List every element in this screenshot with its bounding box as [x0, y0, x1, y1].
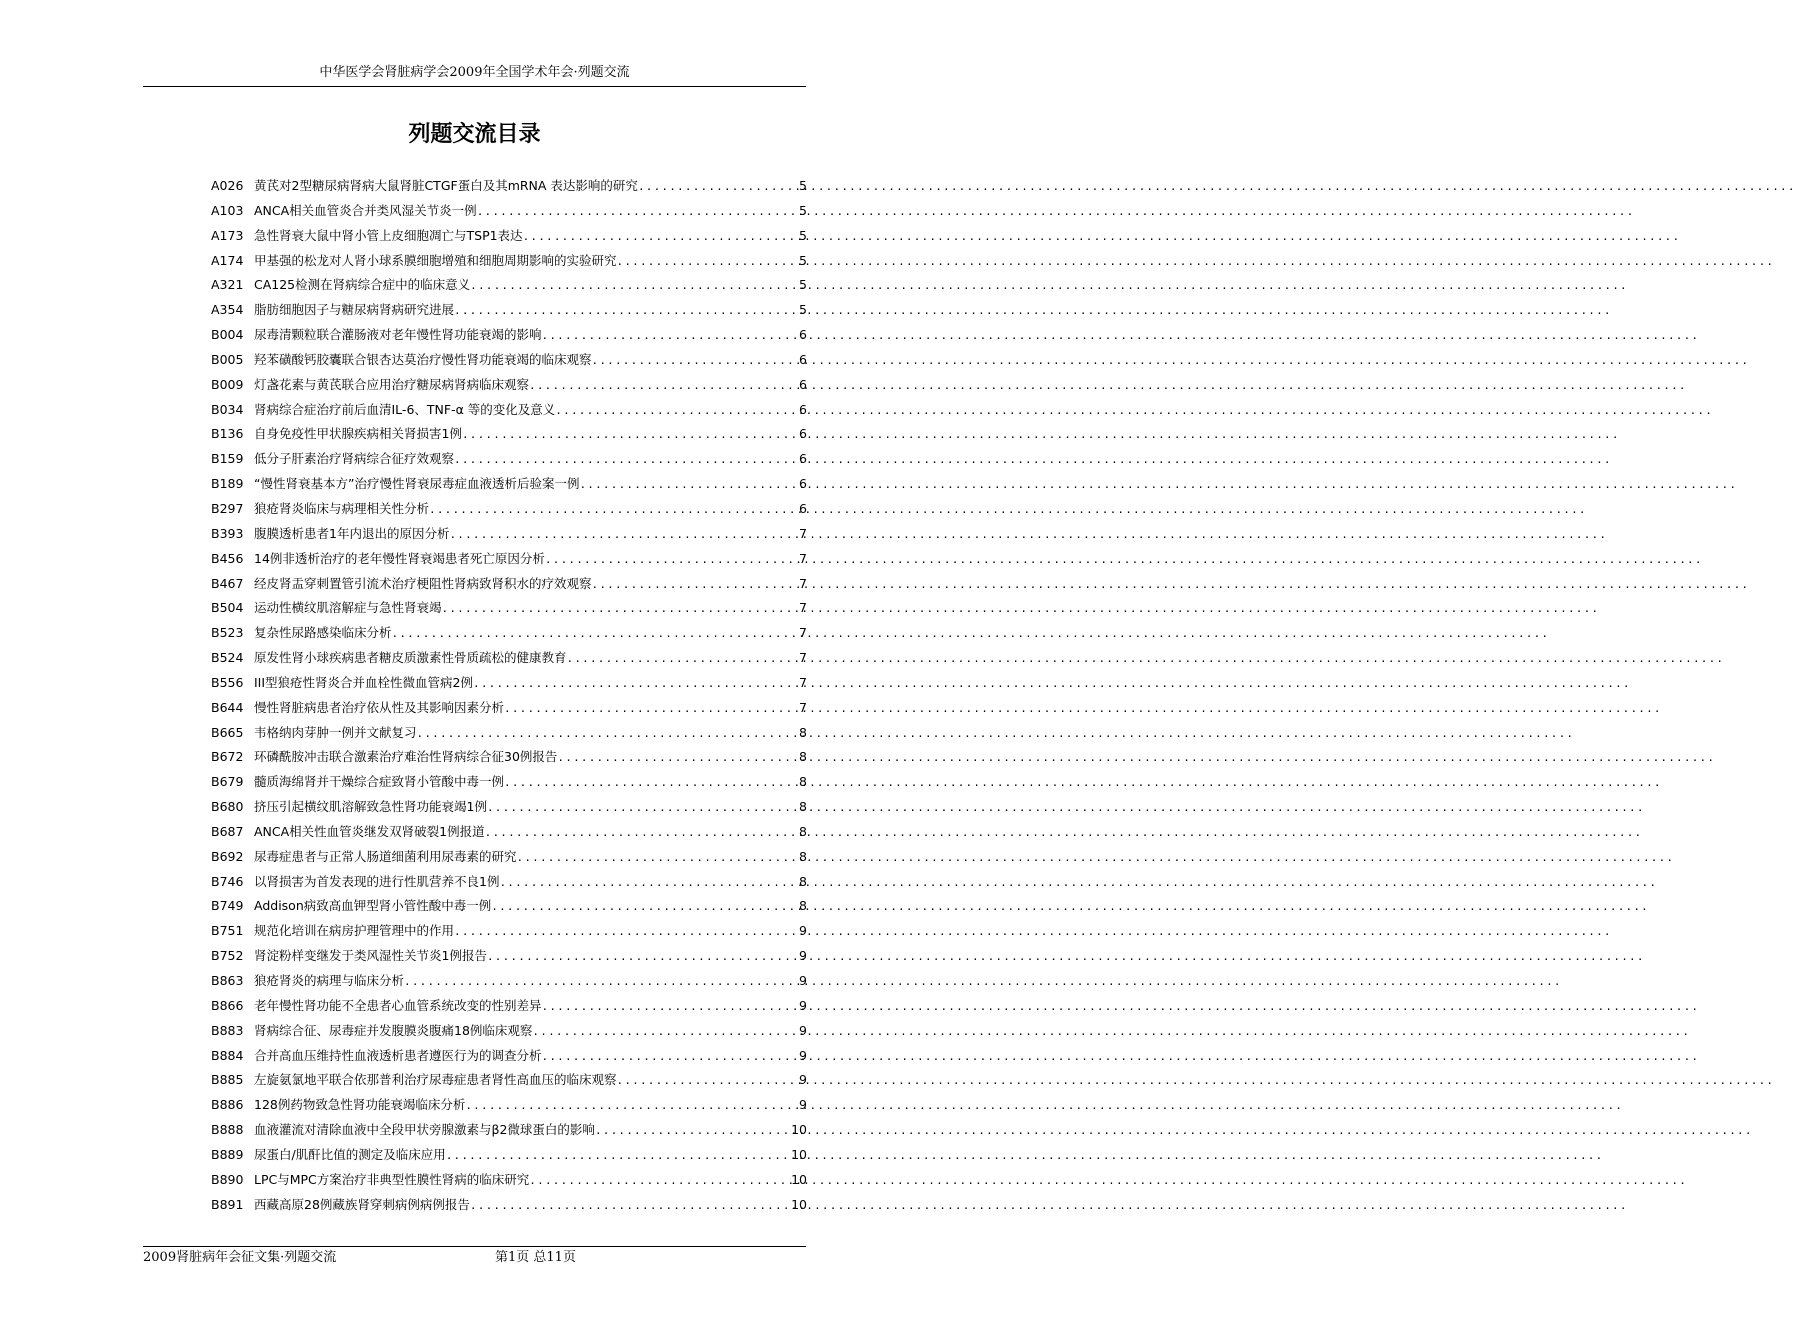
- toc-entry-code: A026: [211, 178, 244, 193]
- toc-entry[interactable]: [211, 845, 807, 870]
- toc-entry-page: 9: [799, 1097, 807, 1113]
- toc-dot-leader: [592, 349, 799, 374]
- toc-entry-page: 5: [799, 227, 807, 243]
- toc-dot-leader: [462, 423, 798, 448]
- toc-dot-leader: [470, 1194, 790, 1219]
- toc-entry[interactable]: [211, 447, 807, 472]
- toc-entry-page: 8: [799, 898, 807, 914]
- toc-entry[interactable]: [211, 1068, 807, 1093]
- toc-dot-leader: [529, 374, 798, 399]
- toc-entry-title[interactable]: 合并高血压维持性血液透析患者遵医行为的调查分析: [254, 1047, 542, 1063]
- toc-entry-page: 7: [799, 525, 807, 541]
- toc-dot-leader: [617, 250, 799, 275]
- toc-entry-page: 8: [799, 799, 807, 815]
- toc-dot-leader: [470, 274, 798, 299]
- toc-entry-page: 5: [799, 202, 807, 218]
- toc-entry-page: 6: [799, 426, 807, 442]
- toc-entry-page: 6: [799, 327, 807, 343]
- toc-entry-page: 6: [799, 401, 807, 417]
- toc-dot-leader: [454, 448, 798, 473]
- toc-entry-page: 8: [799, 749, 807, 765]
- toc-entry-code: A173: [211, 227, 244, 243]
- toc-dot-leader: [592, 573, 799, 598]
- toc-entry[interactable]: [211, 745, 807, 770]
- toc-entry[interactable]: [211, 1093, 807, 1118]
- toc-entry-page: 10: [791, 1196, 807, 1212]
- toc-dot-leader: [529, 1169, 790, 1194]
- toc-entry-code: B883: [211, 1022, 244, 1038]
- toc-entry-title[interactable]: ANCA相关性血管炎继发双肾破裂1例报道: [254, 823, 485, 839]
- toc-entry[interactable]: [211, 721, 807, 746]
- toc-dot-leader: [504, 771, 798, 796]
- toc-dot-leader: [595, 1119, 790, 1144]
- toc-dot-leader: [542, 995, 799, 1020]
- toc-entry[interactable]: [211, 1193, 807, 1218]
- toc-entry[interactable]: [211, 621, 807, 646]
- toc-entry-code: B005: [211, 351, 244, 367]
- toc-entry-title[interactable]: 14例非透析治疗的老年慢性肾衰竭患者死亡原因分析: [254, 550, 545, 566]
- toc-entry-title[interactable]: 运动性横纹肌溶解症与急性肾衰竭: [254, 600, 442, 616]
- toc-dot-leader: [487, 796, 798, 821]
- toc-dot-leader: [557, 746, 798, 771]
- toc-entry-title[interactable]: 甲基强的松龙对人肾小球系膜细胞增殖和细胞周期影响的实验研究: [254, 252, 617, 268]
- toc-entry-page: 7: [799, 674, 807, 690]
- toc-entry-title[interactable]: CA125检测在肾病综合症中的临床意义: [254, 277, 471, 293]
- toc-dot-leader: [487, 945, 798, 970]
- toc-entry[interactable]: [211, 298, 807, 323]
- page-header: 中华医学会肾脏病学会2009年全国学术年会·列题交流: [319, 65, 630, 80]
- toc-entry-title[interactable]: ANCA相关血管炎合并类风湿关节炎一例: [254, 202, 477, 218]
- toc-dot-leader: [454, 299, 798, 324]
- toc-entry[interactable]: [211, 398, 807, 423]
- toc-dot-leader: [499, 871, 798, 896]
- toc-entry[interactable]: [211, 1118, 807, 1143]
- toc-entry-title[interactable]: 灯盏花素与黄芪联合应用治疗糖尿病肾病临床观察: [254, 376, 530, 392]
- toc-entry-code: B680: [211, 799, 244, 815]
- toc-entry-code: B523: [211, 625, 244, 641]
- toc-entry-code: B504: [211, 600, 244, 616]
- toc-entry-code: B524: [211, 650, 244, 666]
- toc-entry[interactable]: [211, 646, 807, 671]
- toc-entry-page: 8: [799, 873, 807, 889]
- toc-entry-title[interactable]: 羟苯磺酸钙胶囊联合银杏达莫治疗慢性肾功能衰竭的临床观察: [254, 351, 592, 367]
- toc-entry-page: 6: [799, 376, 807, 392]
- footer-left: 2009肾脏病年会征文集·列题交流: [143, 1250, 337, 1265]
- toc-entry-code: A321: [211, 277, 244, 293]
- toc-entry-code: B393: [211, 525, 244, 541]
- toc-entry[interactable]: [211, 323, 807, 348]
- toc-entry[interactable]: [211, 1168, 807, 1193]
- toc-entry-title[interactable]: 慢性肾脏病患者治疗依从性及其影响因素分析: [254, 699, 505, 715]
- toc-entry-code: B886: [211, 1097, 244, 1113]
- toc-entry-title[interactable]: 西藏高原28例藏族肾穿刺病例病例报告: [254, 1196, 470, 1212]
- toc-entry-title[interactable]: 狼疮肾炎的病理与临床分析: [254, 973, 405, 988]
- toc-entry-title[interactable]: 脂肪细胞因子与糖尿病肾病研究进展: [254, 302, 455, 318]
- toc-entry-code: B891: [211, 1196, 244, 1212]
- toc-entry-page: 6: [799, 451, 807, 467]
- toc-entry-title[interactable]: 髓质海绵肾并干燥综合症致肾小管酸中毒一例: [254, 774, 505, 790]
- toc-entry-code: B692: [211, 848, 244, 864]
- toc-entry-code: B467: [211, 575, 244, 591]
- toc-dot-leader: [485, 821, 798, 846]
- toc-dot-leader: [429, 498, 798, 523]
- toc-entry-code: B034: [211, 401, 244, 417]
- toc-entry-title[interactable]: 尿毒清颗粒联合灌肠液对老年慢性肾功能衰竭的影响: [254, 327, 542, 343]
- toc-entry-title[interactable]: 尿蛋白/肌酐比值的测定及临床应用: [254, 1146, 446, 1162]
- toc-entry-page: 5: [799, 277, 807, 293]
- toc-entry-title[interactable]: 低分子肝素治疗肾病综合征疗效观察: [254, 451, 455, 467]
- toc-entry[interactable]: [211, 572, 807, 597]
- toc-entry-page: 7: [799, 699, 807, 715]
- toc-dot-leader: [504, 697, 798, 722]
- toc-entry-title[interactable]: 尿毒症患者与正常人肠道细菌利用尿毒素的研究: [254, 848, 517, 864]
- toc-dot-leader: [567, 647, 799, 672]
- toc-dot-leader: [617, 1069, 799, 1094]
- toc-dot-leader: [392, 622, 799, 647]
- toc-entry-page: 6: [799, 476, 807, 492]
- toc-dot-leader: [517, 846, 799, 871]
- toc-entry-code: B888: [211, 1122, 244, 1138]
- toc-entry-title[interactable]: 腹膜透析患者1年内退出的原因分析: [254, 525, 450, 541]
- toc-entry[interactable]: [211, 174, 807, 199]
- toc-entry-title[interactable]: 急性肾衰大鼠中肾小管上皮细胞凋亡与TSP1表达: [254, 227, 523, 243]
- toc-entry[interactable]: [211, 224, 807, 249]
- toc-list: [211, 174, 807, 1217]
- toc-entry-title[interactable]: 血液灌流对清除血液中全段甲状旁腺激素与β2微球蛋白的影响: [254, 1122, 595, 1138]
- toc-dot-leader: [532, 1020, 798, 1045]
- toc-entry[interactable]: [211, 894, 807, 919]
- toc-entry-title[interactable]: 黄芪对2型糖尿病肾病大鼠肾脏CTGF蛋白及其mRNA 表达影响的研究: [254, 178, 638, 193]
- toc-entry-page: 10: [791, 1146, 807, 1162]
- toc-entry-code: A174: [211, 252, 244, 268]
- toc-dot-leader: [404, 970, 798, 995]
- toc-entry-page: 6: [799, 351, 807, 367]
- toc-dot-leader: [465, 1094, 798, 1119]
- toc-entry[interactable]: [211, 522, 807, 547]
- toc-entry[interactable]: [211, 919, 807, 944]
- toc-entry-code: B004: [211, 327, 244, 343]
- toc-dot-leader: [449, 523, 798, 548]
- toc-entry-title[interactable]: “慢性肾衰基本方”治疗慢性肾衰尿毒症血液透析后验案一例: [254, 476, 580, 492]
- toc-entry-title[interactable]: 环磷酰胺冲击联合激素治疗难治性肾病综合征30例报告: [254, 749, 558, 765]
- toc-entry-title[interactable]: 老年慢性肾功能不全患者心血管系统改变的性别差异: [254, 997, 542, 1013]
- toc-entry-title[interactable]: 以肾损害为首发表现的进行性肌营养不良1例: [254, 873, 500, 889]
- toc-entry-page: 10: [791, 1122, 807, 1138]
- toc-entry-page: 9: [799, 1022, 807, 1038]
- toc-entry-code: B009: [211, 376, 244, 392]
- toc-entry-page: 5: [799, 252, 807, 268]
- toc-entry[interactable]: [211, 273, 807, 298]
- toc-entry-code: B665: [211, 724, 244, 740]
- toc-entry-title[interactable]: 肾病综合症治疗前后血清IL-6、TNF-α 等的变化及意义: [254, 401, 556, 417]
- toc-entry-page: 6: [799, 500, 807, 516]
- toc-entry-title[interactable]: 肾病综合征、尿毒症并发腹膜炎腹痛18例临床观察: [254, 1022, 533, 1038]
- toc-entry-code: B889: [211, 1146, 244, 1162]
- toc-entry-page: 5: [799, 178, 807, 193]
- toc-dot-leader: [442, 597, 799, 622]
- toc-dot-leader: [523, 225, 798, 250]
- toc-entry[interactable]: [211, 671, 807, 696]
- toc-entry[interactable]: [211, 596, 807, 621]
- toc-dot-leader: [545, 548, 798, 573]
- toc-entry-page: 9: [799, 923, 807, 939]
- toc-entry-page: 7: [799, 600, 807, 616]
- toc-entry-code: B644: [211, 699, 244, 715]
- toc-entry[interactable]: [211, 373, 807, 398]
- toc-entry-code: B297: [211, 500, 244, 516]
- toc-entry[interactable]: [211, 472, 807, 497]
- toc-entry[interactable]: [211, 497, 807, 522]
- toc-entry-code: B159: [211, 451, 244, 467]
- toc-dot-leader: [542, 324, 799, 349]
- toc-entry-code: A103: [211, 202, 244, 218]
- toc-entry[interactable]: [211, 870, 807, 895]
- page-title: 列题交流目录: [408, 122, 541, 147]
- toc-entry[interactable]: [211, 820, 807, 845]
- footer-page-number: 第1页 总11页: [495, 1250, 576, 1265]
- toc-entry-code: B746: [211, 873, 244, 889]
- toc-entry[interactable]: [211, 795, 807, 820]
- toc-entry-code: B672: [211, 749, 244, 765]
- toc-entry-page: 9: [799, 973, 807, 988]
- toc-entry-page: 9: [799, 948, 807, 964]
- footer-rule: [143, 1246, 806, 1247]
- toc-entry-page: 9: [799, 997, 807, 1013]
- toc-entry-code: B752: [211, 948, 244, 964]
- toc-entry-code: B679: [211, 774, 244, 790]
- toc-entry-code: B751: [211, 923, 244, 939]
- header-rule: [143, 86, 806, 87]
- toc-entry-page: 7: [799, 650, 807, 666]
- toc-entry-code: B884: [211, 1047, 244, 1063]
- toc-entry-title[interactable]: 挤压引起横纹肌溶解致急性肾功能衰竭1例: [254, 799, 487, 815]
- toc-entry-title[interactable]: 韦格纳肉芽肿一例并文献复习: [254, 724, 417, 740]
- toc-entry-page: 7: [799, 575, 807, 591]
- toc-entry-title[interactable]: 128例药物致急性肾功能衰竭临床分析: [254, 1097, 466, 1113]
- toc-entry-page: 9: [799, 1072, 807, 1088]
- toc-dot-leader: [491, 895, 798, 920]
- toc-entry[interactable]: [211, 1044, 807, 1069]
- toc-entry[interactable]: [211, 944, 807, 969]
- toc-entry[interactable]: [211, 770, 807, 795]
- toc-entry-code: B890: [211, 1171, 244, 1187]
- toc-entry-title[interactable]: 狼疮肾炎临床与病理相关性分析: [254, 500, 430, 516]
- toc-entry[interactable]: [211, 1143, 807, 1168]
- toc-entry-code: B556: [211, 674, 244, 690]
- toc-entry[interactable]: [211, 969, 807, 994]
- toc-entry[interactable]: [211, 348, 807, 373]
- toc-entry-page: 7: [799, 625, 807, 641]
- toc-entry-title[interactable]: 规范化培训在病房护理管理中的作用: [254, 923, 455, 939]
- toc-entry[interactable]: [211, 199, 807, 224]
- toc-entry-code: B866: [211, 997, 244, 1013]
- toc-entry-page: 9: [799, 1047, 807, 1063]
- toc-entry-code: B885: [211, 1072, 244, 1088]
- toc-entry-page: 8: [799, 774, 807, 790]
- toc-entry[interactable]: [211, 1019, 807, 1044]
- toc-entry[interactable]: [211, 422, 807, 447]
- toc-entry-title[interactable]: 自身免疫性甲状腺疾病相关肾损害1例: [254, 426, 462, 442]
- toc-entry-title[interactable]: 原发性肾小球疾病患者糖皮质激素性骨质疏松的健康教育: [254, 650, 567, 666]
- toc-dot-leader: [638, 175, 798, 200]
- toc-entry-page: 7: [799, 550, 807, 566]
- toc-entry-code: B136: [211, 426, 244, 442]
- toc-entry-code: B456: [211, 550, 244, 566]
- toc-entry-page: 8: [799, 823, 807, 839]
- toc-entry[interactable]: [211, 696, 807, 721]
- toc-entry-title[interactable]: 肾淀粉样变继发于类风湿性关节炎1例报告: [254, 948, 487, 964]
- toc-dot-leader: [477, 200, 798, 225]
- toc-entry-title[interactable]: 左旋氨氯地平联合依那普利治疗尿毒症患者肾性高血压的临床观察: [254, 1072, 617, 1088]
- toc-entry[interactable]: [211, 547, 807, 572]
- toc-entry-code: B687: [211, 823, 244, 839]
- toc-entry-code: B749: [211, 898, 244, 914]
- toc-entry-page: 5: [799, 302, 807, 318]
- toc-entry-code: B189: [211, 476, 244, 492]
- toc-dot-leader: [542, 1045, 799, 1070]
- toc-entry-title[interactable]: LPC与MPC方案治疗非典型性膜性肾病的临床研究: [254, 1171, 530, 1187]
- toc-entry-title[interactable]: Addison病致高血钾型肾小管性酸中毒一例: [254, 898, 492, 914]
- toc-entry[interactable]: [211, 994, 807, 1019]
- toc-entry-title[interactable]: III型狼疮性肾炎合并血栓性微血管病2例: [254, 674, 474, 690]
- toc-dot-leader: [454, 920, 798, 945]
- toc-entry-code: B863: [211, 973, 244, 988]
- toc-entry[interactable]: [211, 249, 807, 274]
- toc-dot-leader: [473, 672, 798, 697]
- toc-entry-title[interactable]: 经皮肾盂穿刺置管引流术治疗梗阻性肾病致肾积水的疗效观察: [254, 575, 592, 591]
- toc-dot-leader: [417, 722, 799, 747]
- toc-entry-code: A354: [211, 302, 244, 318]
- toc-entry-page: 8: [799, 848, 807, 864]
- toc-dot-leader: [446, 1144, 790, 1169]
- toc-entry-page: 8: [799, 724, 807, 740]
- toc-dot-leader: [579, 473, 798, 498]
- toc-entry-title[interactable]: 复杂性尿路感染临床分析: [254, 625, 392, 641]
- toc-entry-page: 10: [791, 1171, 807, 1187]
- toc-dot-leader: [555, 399, 798, 424]
